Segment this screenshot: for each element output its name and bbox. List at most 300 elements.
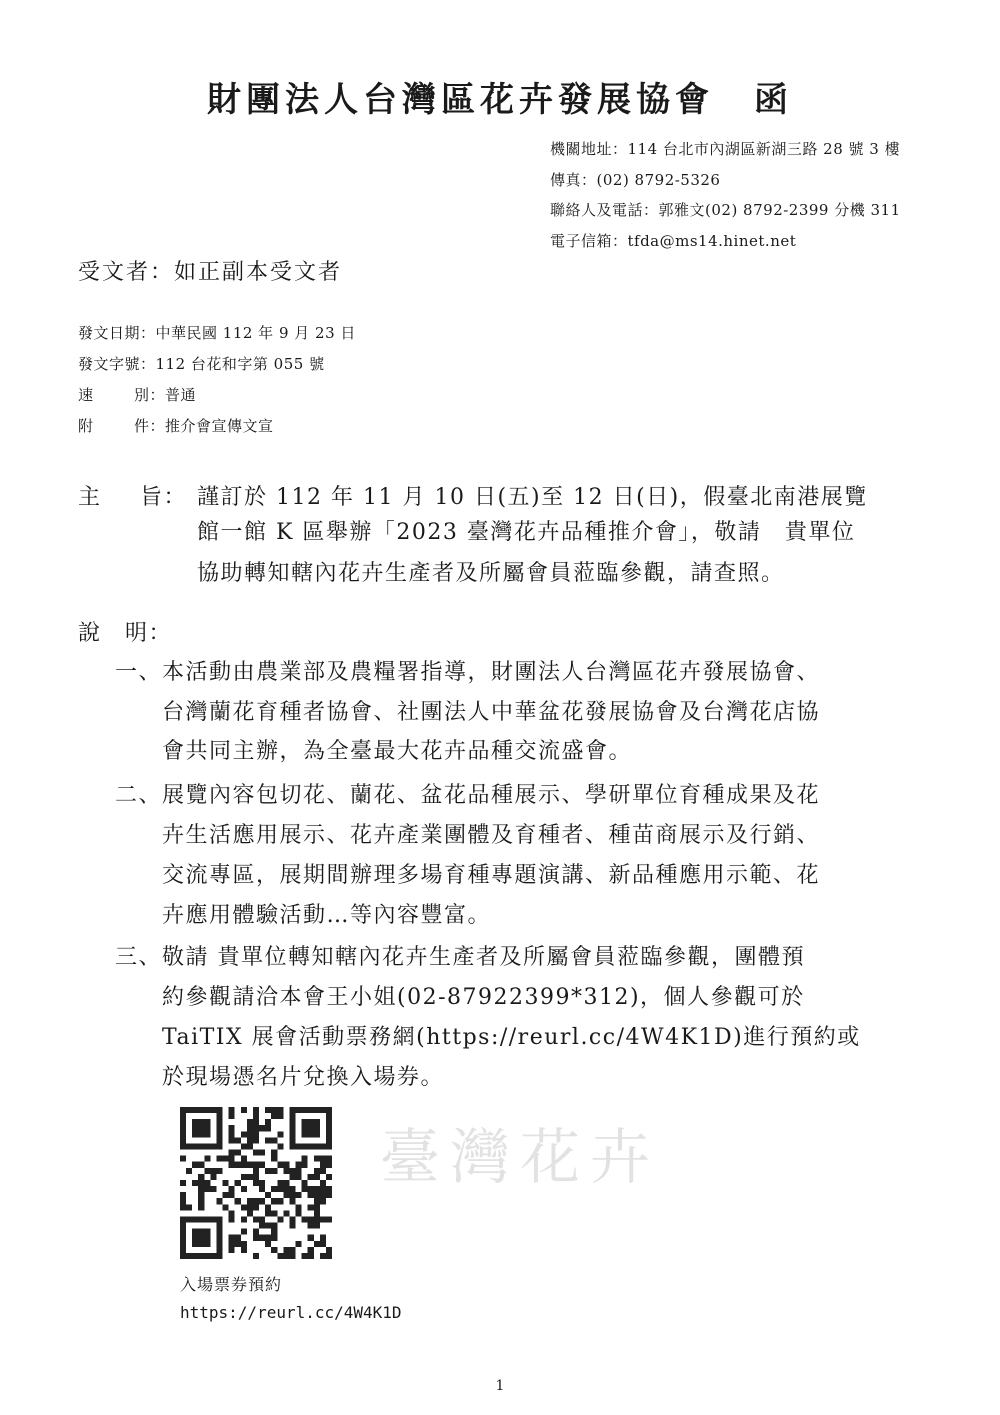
qr-module xyxy=(216,1125,222,1131)
qr-module xyxy=(253,1119,259,1125)
qr-module xyxy=(180,1247,186,1253)
qr-module xyxy=(247,1174,253,1180)
explanation-item-3-line-2: 約參觀請洽本會王小姐(02-87922399*312)，個人參觀可於 xyxy=(162,985,805,1010)
org-contact: 聯絡人及電話：郭雅文(02) 8792-2399 分機 311 xyxy=(550,201,901,219)
qr-module xyxy=(326,1186,332,1192)
qr-module xyxy=(204,1131,210,1137)
qr-module xyxy=(289,1125,295,1131)
qr-module xyxy=(277,1216,283,1222)
qr-module xyxy=(192,1119,198,1125)
qr-module xyxy=(180,1137,186,1143)
qr-module xyxy=(308,1253,314,1259)
doc-type: 函 xyxy=(754,80,793,120)
qr-module xyxy=(247,1137,253,1143)
qr-module xyxy=(265,1107,271,1113)
qr-module xyxy=(180,1216,186,1222)
qr-module xyxy=(277,1162,283,1168)
qr-module xyxy=(210,1216,216,1222)
qr-module xyxy=(198,1241,204,1247)
qr-module xyxy=(326,1119,332,1125)
qr-module xyxy=(204,1253,210,1259)
meta-date-value: 中華民國 112 年 9 月 23 日 xyxy=(155,324,356,342)
qr-module xyxy=(241,1241,247,1247)
qr-module xyxy=(180,1241,186,1247)
qr-module xyxy=(216,1241,222,1247)
qr-module xyxy=(210,1186,216,1192)
qr-module xyxy=(320,1168,326,1174)
qr-module xyxy=(216,1107,222,1113)
explanation-item-3-line-1: 敬請 貴單位轉知轄內花卉生產者及所屬會員蒞臨參觀，團體預 xyxy=(162,945,805,970)
qr-module xyxy=(289,1143,295,1149)
meta-attach-label-b: 件： xyxy=(134,417,166,435)
qr-module xyxy=(308,1174,314,1180)
qr-module xyxy=(192,1229,198,1235)
qr-module xyxy=(277,1186,283,1192)
qr-module xyxy=(289,1247,295,1253)
qr-module xyxy=(283,1186,289,1192)
qr-module xyxy=(308,1186,314,1192)
qr-module xyxy=(180,1180,186,1186)
qr-module xyxy=(314,1198,320,1204)
subject-label-a: 主 xyxy=(78,485,102,510)
qr-module xyxy=(235,1235,241,1241)
qr-module xyxy=(296,1162,302,1168)
qr-module xyxy=(302,1143,308,1149)
qr-module xyxy=(247,1162,253,1168)
qr-url-link[interactable]: https://reurl.cc/4W4K1D xyxy=(180,1303,402,1322)
subject-line-2: 館一館 K 區舉辦「2023 臺灣花卉品種推介會」，敬請 貴單位 xyxy=(197,520,856,545)
qr-module xyxy=(314,1204,320,1210)
qr-module xyxy=(241,1204,247,1210)
qr-module xyxy=(320,1162,326,1168)
qr-module xyxy=(235,1137,241,1143)
qr-code-graphic xyxy=(180,1107,332,1259)
qr-module xyxy=(216,1223,222,1229)
qr-module xyxy=(253,1198,259,1204)
qr-module xyxy=(277,1113,283,1119)
qr-module xyxy=(180,1198,186,1204)
qr-module xyxy=(277,1143,283,1149)
qr-module xyxy=(259,1235,265,1241)
qr-module xyxy=(296,1210,302,1216)
qr-module xyxy=(235,1162,241,1168)
qr-module xyxy=(271,1107,277,1113)
meta-date-label: 發文日期： xyxy=(78,324,156,342)
explanation-label: 說 明： xyxy=(78,621,173,646)
qr-module xyxy=(204,1186,210,1192)
qr-module xyxy=(289,1119,295,1125)
qr-module xyxy=(314,1192,320,1198)
qr-module xyxy=(216,1247,222,1253)
qr-module xyxy=(259,1216,265,1222)
qr-module xyxy=(229,1235,235,1241)
qr-module xyxy=(180,1119,186,1125)
qr-module xyxy=(229,1156,235,1162)
qr-module xyxy=(216,1216,222,1222)
qr-module xyxy=(186,1204,192,1210)
qr-module xyxy=(253,1235,259,1241)
qr-module xyxy=(192,1143,198,1149)
qr-module xyxy=(223,1192,229,1198)
qr-module xyxy=(259,1186,265,1192)
qr-module xyxy=(253,1174,259,1180)
explanation-item-3-line-3: TaiTIX 展會活動票務網(https://reurl.cc/4W4K1D)進行預約或 xyxy=(162,1025,861,1050)
qr-module xyxy=(229,1113,235,1119)
qr-module xyxy=(192,1162,198,1168)
qr-module xyxy=(283,1253,289,1259)
qr-module xyxy=(186,1143,192,1149)
meta-attach-value: 推介會宣傳文宣 xyxy=(165,417,274,435)
explanation-item-2-line-2: 卉生活應用展示、花卉產業團體及育種者、種苗商展示及行銷、 xyxy=(162,823,821,848)
qr-module xyxy=(326,1247,332,1253)
explanation-item-2-line-4: 卉應用體驗活動…等內容豐富。 xyxy=(162,903,492,928)
qr-module xyxy=(210,1107,216,1113)
qr-module xyxy=(253,1168,259,1174)
qr-module xyxy=(314,1223,320,1229)
qr-module xyxy=(192,1253,198,1259)
meta-date xyxy=(78,322,356,343)
qr-module xyxy=(216,1131,222,1137)
subject-line-3: 協助轉知轄內花卉生產者及所屬會員蒞臨參觀，請查照。 xyxy=(197,561,785,586)
qr-module xyxy=(198,1162,204,1168)
qr-module xyxy=(180,1113,186,1119)
qr-module xyxy=(229,1186,235,1192)
qr-module xyxy=(277,1131,283,1137)
qr-module xyxy=(180,1223,186,1229)
explanation-item-3-num: 三、 xyxy=(115,945,163,970)
qr-module xyxy=(308,1204,314,1210)
qr-module xyxy=(283,1180,289,1186)
meta-number-label: 發文字號： xyxy=(78,355,156,373)
qr-module xyxy=(192,1216,198,1222)
qr-module xyxy=(314,1168,320,1174)
qr-module xyxy=(283,1168,289,1174)
qr-module xyxy=(210,1143,216,1149)
qr-module xyxy=(289,1113,295,1119)
qr-module xyxy=(326,1143,332,1149)
qr-module xyxy=(277,1253,283,1259)
qr-module xyxy=(296,1168,302,1174)
explanation-item-1-num: 一、 xyxy=(115,660,163,685)
qr-module xyxy=(326,1113,332,1119)
qr-module xyxy=(296,1192,302,1198)
qr-module xyxy=(314,1186,320,1192)
qr-module xyxy=(235,1198,241,1204)
qr-module xyxy=(180,1253,186,1259)
qr-module xyxy=(180,1204,186,1210)
qr-module xyxy=(204,1143,210,1149)
qr-module xyxy=(186,1253,192,1259)
qr-module xyxy=(326,1107,332,1113)
qr-module xyxy=(229,1150,235,1156)
qr-module xyxy=(180,1192,186,1198)
qr-module xyxy=(289,1174,295,1180)
qr-module xyxy=(320,1198,326,1204)
qr-module xyxy=(320,1180,326,1186)
meta-number-value: 112 台花和字第 055 號 xyxy=(155,355,325,373)
qr-module xyxy=(216,1119,222,1125)
qr-module xyxy=(314,1156,320,1162)
qr-module xyxy=(216,1198,222,1204)
qr-module xyxy=(265,1235,271,1241)
qr-module xyxy=(216,1229,222,1235)
qr-module xyxy=(198,1235,204,1241)
qr-module xyxy=(204,1168,210,1174)
qr-module xyxy=(247,1143,253,1149)
qr-module xyxy=(296,1204,302,1210)
explanation-item-1-line-1: 本活動由農業部及農糧署指導，財團法人台灣區花卉發展協會、 xyxy=(162,660,821,685)
qr-module xyxy=(192,1241,198,1247)
qr-module xyxy=(253,1107,259,1113)
qr-module xyxy=(265,1125,271,1131)
qr-module xyxy=(283,1162,289,1168)
meta-speed-label-a: 速 xyxy=(78,386,94,404)
qr-module xyxy=(326,1125,332,1131)
org-fax: 傳真：(02) 8792-5326 xyxy=(550,171,721,189)
qr-module xyxy=(186,1107,192,1113)
qr-module xyxy=(210,1168,216,1174)
qr-module xyxy=(271,1156,277,1162)
qr-module xyxy=(271,1247,277,1253)
qr-module xyxy=(223,1204,229,1210)
qr-module xyxy=(229,1137,235,1143)
qr-module xyxy=(302,1186,308,1192)
qr-module xyxy=(296,1241,302,1247)
qr-module xyxy=(229,1241,235,1247)
qr-module xyxy=(271,1137,277,1143)
explanation-item-3-line-4: 於現場憑名片兌換入場券。 xyxy=(162,1065,445,1090)
qr-module xyxy=(241,1186,247,1192)
qr-module xyxy=(289,1253,295,1259)
qr-module xyxy=(320,1235,326,1241)
org-email: 電子信箱：tfda@ms14.hinet.net xyxy=(550,232,797,250)
qr-module xyxy=(223,1156,229,1162)
qr-module xyxy=(198,1143,204,1149)
qr-module xyxy=(192,1125,198,1131)
qr-module xyxy=(241,1156,247,1162)
qr-module xyxy=(229,1247,235,1253)
qr-module xyxy=(289,1186,295,1192)
qr-module xyxy=(289,1137,295,1143)
qr-module xyxy=(204,1216,210,1222)
qr-module xyxy=(308,1223,314,1229)
qr-module xyxy=(241,1131,247,1137)
qr-module xyxy=(314,1131,320,1137)
qr-module xyxy=(204,1125,210,1131)
meta-number xyxy=(78,353,325,374)
qr-module xyxy=(265,1119,271,1125)
qr-module xyxy=(271,1198,277,1204)
qr-module xyxy=(259,1198,265,1204)
qr-module xyxy=(253,1180,259,1186)
qr-module xyxy=(289,1107,295,1113)
qr-module xyxy=(204,1180,210,1186)
meta-speed-value: 普通 xyxy=(165,386,197,404)
qr-module xyxy=(192,1235,198,1241)
qr-module xyxy=(253,1229,259,1235)
qr-module xyxy=(241,1143,247,1149)
explanation-item-1-line-3: 會共同主辦，為全臺最大花卉品種交流盛會。 xyxy=(162,739,633,764)
qr-module xyxy=(289,1223,295,1229)
qr-module xyxy=(180,1235,186,1241)
qr-module xyxy=(204,1241,210,1247)
meta-speed-label-b: 別： xyxy=(134,386,166,404)
qr-module xyxy=(320,1253,326,1259)
qr-module xyxy=(326,1137,332,1143)
explanation-item-2-num: 二、 xyxy=(115,783,163,808)
qr-module xyxy=(326,1162,332,1168)
qr-module xyxy=(314,1119,320,1125)
qr-module xyxy=(265,1223,271,1229)
qr-caption: 入場票券預約 xyxy=(180,1275,283,1294)
qr-module xyxy=(241,1174,247,1180)
qr-module xyxy=(253,1204,259,1210)
explanation-item-2-line-1: 展覽內容包切花、蘭花、盆花品種展示、學研單位育種成果及花 xyxy=(162,783,821,808)
qr-module xyxy=(308,1125,314,1131)
qr-module xyxy=(186,1168,192,1174)
qr-module xyxy=(192,1131,198,1137)
qr-module xyxy=(308,1119,314,1125)
meta-attachment xyxy=(78,415,274,436)
qr-module xyxy=(259,1223,265,1229)
org-address: 機關地址：114 台北市內湖區新湖三路 28 號 3 樓 xyxy=(550,140,901,158)
qr-module xyxy=(204,1229,210,1235)
qr-module xyxy=(241,1107,247,1113)
qr-module xyxy=(302,1131,308,1137)
qr-module xyxy=(235,1180,241,1186)
qr-module xyxy=(216,1168,222,1174)
qr-module xyxy=(198,1180,204,1186)
qr-module xyxy=(229,1216,235,1222)
qr-module xyxy=(198,1186,204,1192)
qr-module xyxy=(235,1241,241,1247)
qr-module xyxy=(180,1131,186,1137)
qr-module xyxy=(229,1162,235,1168)
qr-module xyxy=(253,1131,259,1137)
qr-module xyxy=(277,1107,283,1113)
page-number: 1 xyxy=(495,1378,505,1394)
qr-module xyxy=(271,1186,277,1192)
qr-module xyxy=(247,1198,253,1204)
qr-module xyxy=(192,1107,198,1113)
qr-module xyxy=(277,1180,283,1186)
qr-module xyxy=(320,1192,326,1198)
qr-module xyxy=(247,1131,253,1137)
qr-module xyxy=(320,1216,326,1222)
qr-module xyxy=(265,1137,271,1143)
qr-module xyxy=(265,1168,271,1174)
faint-stamp: 臺灣花卉 xyxy=(380,1123,660,1193)
qr-module xyxy=(198,1107,204,1113)
qr-module xyxy=(180,1125,186,1131)
subject-label-b: 旨： xyxy=(140,485,188,510)
qr-module xyxy=(216,1235,222,1241)
qr-module xyxy=(198,1198,204,1204)
qr-module xyxy=(247,1204,253,1210)
qr-module xyxy=(326,1131,332,1137)
qr-module xyxy=(229,1192,235,1198)
qr-module xyxy=(320,1143,326,1149)
qr-module xyxy=(326,1174,332,1180)
qr-module xyxy=(271,1113,277,1119)
qr-module xyxy=(180,1229,186,1235)
qr-module xyxy=(216,1113,222,1119)
qr-code-icon[interactable] xyxy=(180,1107,332,1259)
qr-module xyxy=(216,1137,222,1143)
qr-module xyxy=(247,1125,253,1131)
qr-module xyxy=(229,1131,235,1137)
recipient: 受文者：如正副本受文者 xyxy=(78,260,343,285)
qr-module xyxy=(265,1204,271,1210)
qr-module xyxy=(204,1107,210,1113)
qr-module xyxy=(198,1192,204,1198)
qr-module xyxy=(204,1156,210,1162)
qr-module xyxy=(289,1192,295,1198)
qr-module xyxy=(326,1253,332,1259)
qr-module xyxy=(296,1174,302,1180)
qr-module xyxy=(180,1107,186,1113)
qr-module xyxy=(259,1150,265,1156)
qr-module xyxy=(210,1253,216,1259)
qr-module xyxy=(180,1156,186,1162)
qr-module xyxy=(271,1235,277,1241)
qr-module xyxy=(302,1156,308,1162)
qr-module xyxy=(229,1210,235,1216)
qr-module xyxy=(192,1180,198,1186)
qr-module xyxy=(271,1168,277,1174)
qr-module xyxy=(320,1186,326,1192)
explanation-item-1-line-2: 台灣蘭花育種者協會、社團法人中華盆花發展協會及台灣花店協 xyxy=(162,700,821,725)
qr-module xyxy=(265,1192,271,1198)
qr-module xyxy=(198,1204,204,1210)
qr-module xyxy=(314,1241,320,1247)
org-title: 財團法人台灣區花卉發展協會 xyxy=(207,80,714,120)
qr-module xyxy=(265,1210,271,1216)
qr-module xyxy=(314,1107,320,1113)
qr-module xyxy=(253,1125,259,1131)
qr-module xyxy=(326,1192,332,1198)
qr-module xyxy=(271,1210,277,1216)
qr-module xyxy=(216,1143,222,1149)
qr-module xyxy=(223,1180,229,1186)
qr-module xyxy=(247,1210,253,1216)
qr-module xyxy=(259,1125,265,1131)
qr-module xyxy=(320,1107,326,1113)
qr-module xyxy=(308,1107,314,1113)
qr-module xyxy=(308,1192,314,1198)
qr-module xyxy=(296,1143,302,1149)
qr-module xyxy=(314,1143,320,1149)
qr-module xyxy=(235,1150,241,1156)
qr-module xyxy=(302,1107,308,1113)
qr-module xyxy=(289,1168,295,1174)
subject-label xyxy=(78,480,187,511)
qr-module xyxy=(314,1210,320,1216)
qr-module xyxy=(253,1253,259,1259)
qr-module xyxy=(308,1131,314,1137)
qr-module xyxy=(289,1216,295,1222)
qr-module xyxy=(314,1174,320,1180)
qr-module xyxy=(216,1253,222,1259)
qr-module xyxy=(210,1174,216,1180)
qr-module xyxy=(241,1216,247,1222)
qr-module xyxy=(302,1119,308,1125)
qr-module xyxy=(302,1180,308,1186)
qr-module xyxy=(302,1253,308,1259)
qr-module xyxy=(308,1235,314,1241)
meta-attach-label-a: 附 xyxy=(78,417,94,435)
qr-module xyxy=(326,1216,332,1222)
